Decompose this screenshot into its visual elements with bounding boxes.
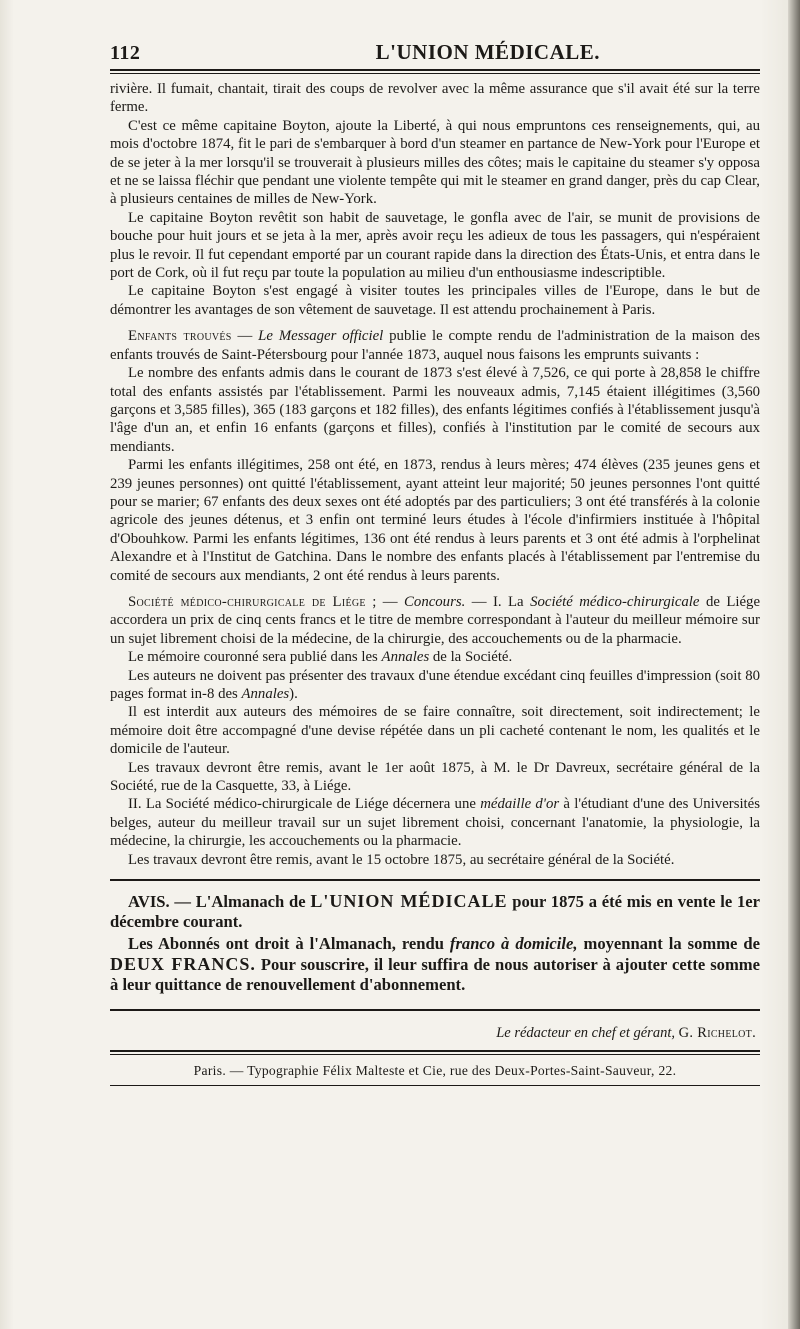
enfants-paragraph-1-text: publie le compte rendu de l'administration de la maison des enfants trouvés de Saint-Pétersbourg pour l'année 1873, auquel nous faisons les emprunts suivants : xyxy=(110,328,761,363)
avis-line-1: AVIS. — L'Almanach de L'UNION MÉDICALE pour 1875 a été mis en vente le 1er décembre courant. xyxy=(110,891,760,932)
bottom-rule xyxy=(110,1085,760,1086)
enfants-paragraph-3: Parmi les enfants illégitimes, 258 ont été, en 1873, rendus à leurs mères; 474 élèves (235 jeunes gens et 239 jeunes personnes) ont quitté l'établissement, ayant atteint leur majorité; 50 jeunes personnes l'ont quitté pour se marier; 67 enfants des deux sexes ont été adoptés par des particuliers; 3 ont été transférés à la colonie agricole des jeunes détenus, et 3 enfin ont terminé leurs études à l'école d'infirmiers instituée à l'hôpital d'Obouhkow. Parmi les enfants légitimes, 136 ont été rendus à leurs parents et 3 ont été admis à l'orphelinat Alexandre et à l'Institut de Gatchina. Dans le nombre des enfants placés à l'établissement par l'entremise du comité de secours aux mendiants, 2 ont été rendus à leurs parents. xyxy=(110,457,760,584)
avis-top-rule xyxy=(110,879,760,881)
societe-paragraph-5: Les travaux devront être remis, avant le 1er août 1875, à M. le Dr Davreux, secrétaire général de la Société, rue de la Casquette, 33, à Liége. xyxy=(110,759,760,795)
enfants-source: Le Messager officiel xyxy=(258,328,384,345)
almanac-title: L'UNION MÉDICALE xyxy=(310,891,508,912)
enfants-paragraph-1 xyxy=(110,327,760,364)
journal-title: L'UNION MÉDICALE. xyxy=(375,40,600,64)
societe-paragraph-3: Les auteurs ne doivent pas présenter des travaux d'une étendue excédant cinq feuilles d'impression (soit 80 pages format in-8 des Annales). xyxy=(110,667,760,702)
header-rule xyxy=(110,69,760,71)
avis-line-2: Les Abonnés ont droit à l'Almanach, rendu franco à domicile, moyennant la somme de DEUX FRANCS. Pour souscrire, il leur suffira de nous autoriser à ajouter cette somme à leur quittance de renouvellement d'abonnement. xyxy=(110,934,760,995)
printer-rule xyxy=(110,1050,760,1052)
societe-concours: Concours. xyxy=(404,593,466,610)
societe-paragraph-6: II. La Société médico-chirurgicale de Liége décernera une médaille d'or à l'étudiant d'une des Universités belges, auteur du meilleur travail sur un sujet librement choisi, concernant l'anatomie, la physiologie, la médecine, la chirurgie, les accouchements ou la pharmacie. xyxy=(110,796,760,850)
societe-paragraph-7: Les travaux devront être remis, avant le 15 octobre 1875, au secrétaire général de la Société. xyxy=(128,851,675,868)
price: DEUX FRANCS. xyxy=(110,954,256,975)
editor-signature: Le rédacteur en chef et gérant, G. Richelot. xyxy=(496,1025,756,1042)
societe-paragraph-4: Il est interdit aux auteurs des mémoires de se faire connaître, soit directement, soit indirectement; le mémoire doit être accompagné d'une devise répétée dans un pli cacheté contenant le nom, les qualités et le domicile de l'auteur. xyxy=(110,704,760,758)
printer-rule-thin xyxy=(110,1054,760,1055)
societe-section xyxy=(110,593,760,869)
societe-paragraph-2: Le mémoire couronné sera publié dans les Annales de la Société. xyxy=(128,649,513,666)
societe-heading: Société médico-chirurgicale de Liége xyxy=(128,593,366,610)
printer-imprint: Paris. — Typographie Félix Malteste et Cie, rue des Deux-Portes-Saint-Sauveur, 22. xyxy=(193,1063,677,1079)
societe-paragraph-1 xyxy=(110,593,760,648)
enfants-paragraph-2: Le nombre des enfants admis dans le courant de 1873 s'est élevé à 7,526, ce qui porte à 28,858 le chiffre total des enfants assistés par l'établissement. Parmi les nouveaux admis, 7,145 étaient illégitimes (3,560 garçons et 3,585 filles), 365 (183 garçons et 182 filles), des enfants légitimes confiés à l'établissement jusqu'à l'âge d'un an, et enfin 16 enfants (garçons et filles), confiés à l'institution par le comité de secours aux mendiants. xyxy=(110,365,760,455)
boyton-paragraph-4: Le capitaine Boyton s'est engagé à visiter toutes les principales villes de l'Europe, dans le but de démontrer les avantages de son vêtement de sauvetage. Il est attendu prochainement à Paris. xyxy=(110,283,760,318)
enfants-trouves-section xyxy=(110,327,760,585)
separator: ; — xyxy=(372,593,405,610)
footer-rule xyxy=(110,1009,760,1011)
article-body xyxy=(110,80,760,869)
boyton-paragraph-2: C'est ce même capitaine Boyton, ajoute la Liberté, à qui nous empruntons ces renseignements, qui, au mois d'octobre 1874, fit le pari de s'embarquer à bord d'un steamer en partance de New-York pour l'Europe et de se jeter à la mer lorsqu'il se trouverait à plusieurs milles des côtes; mais le capitaine du steamer s'y opposa et ne se laissa fléchir que pendant une violente tempête qui mit le steamer en grand danger, près du cap Clear, à plusieurs centaines de milles de New-York. xyxy=(110,117,760,208)
boyton-paragraph-1: rivière. Il fumait, chantait, tirait des coups de revolver avec la même assurance que s'il avait été sur la terre ferme. xyxy=(110,81,760,116)
societe-paragraph-1-text: de Liége accordera un prix de cinq cents francs et le titre de membre correspondant à l'auteur du meilleur mémoire sur un sujet librement choisi de la médecine, de la chirurgie, des accouchements ou de la pharmacie. xyxy=(110,593,761,647)
boyton-paragraph-3: Le capitaine Boyton revêtit son habit de sauvetage, le gonfla avec de l'air, se munit de provisions de bouche pour huit jours et se jeta à la mer, après avoir reçu les adieux de tous les passagers, qui n'espéraient plus le revoir. Il fut cependant emporté par un courant rapide dans la direction des États-Unis, et entra dans le port de Cork, où il fut reçu par toute la population au milieu d'un enthousiasme indescriptible. xyxy=(110,209,760,282)
dash: — xyxy=(237,328,259,345)
page-number: 112 xyxy=(110,42,141,64)
avis-notice xyxy=(110,891,760,995)
societe-lead: — I. La xyxy=(471,593,524,610)
enfants-heading: Enfants trouvés xyxy=(128,328,232,345)
header-rule-thin xyxy=(110,73,760,74)
running-header xyxy=(110,40,760,65)
page-binding-edge xyxy=(788,0,800,1329)
societe-name: Société médico-chirurgicale xyxy=(530,593,700,610)
